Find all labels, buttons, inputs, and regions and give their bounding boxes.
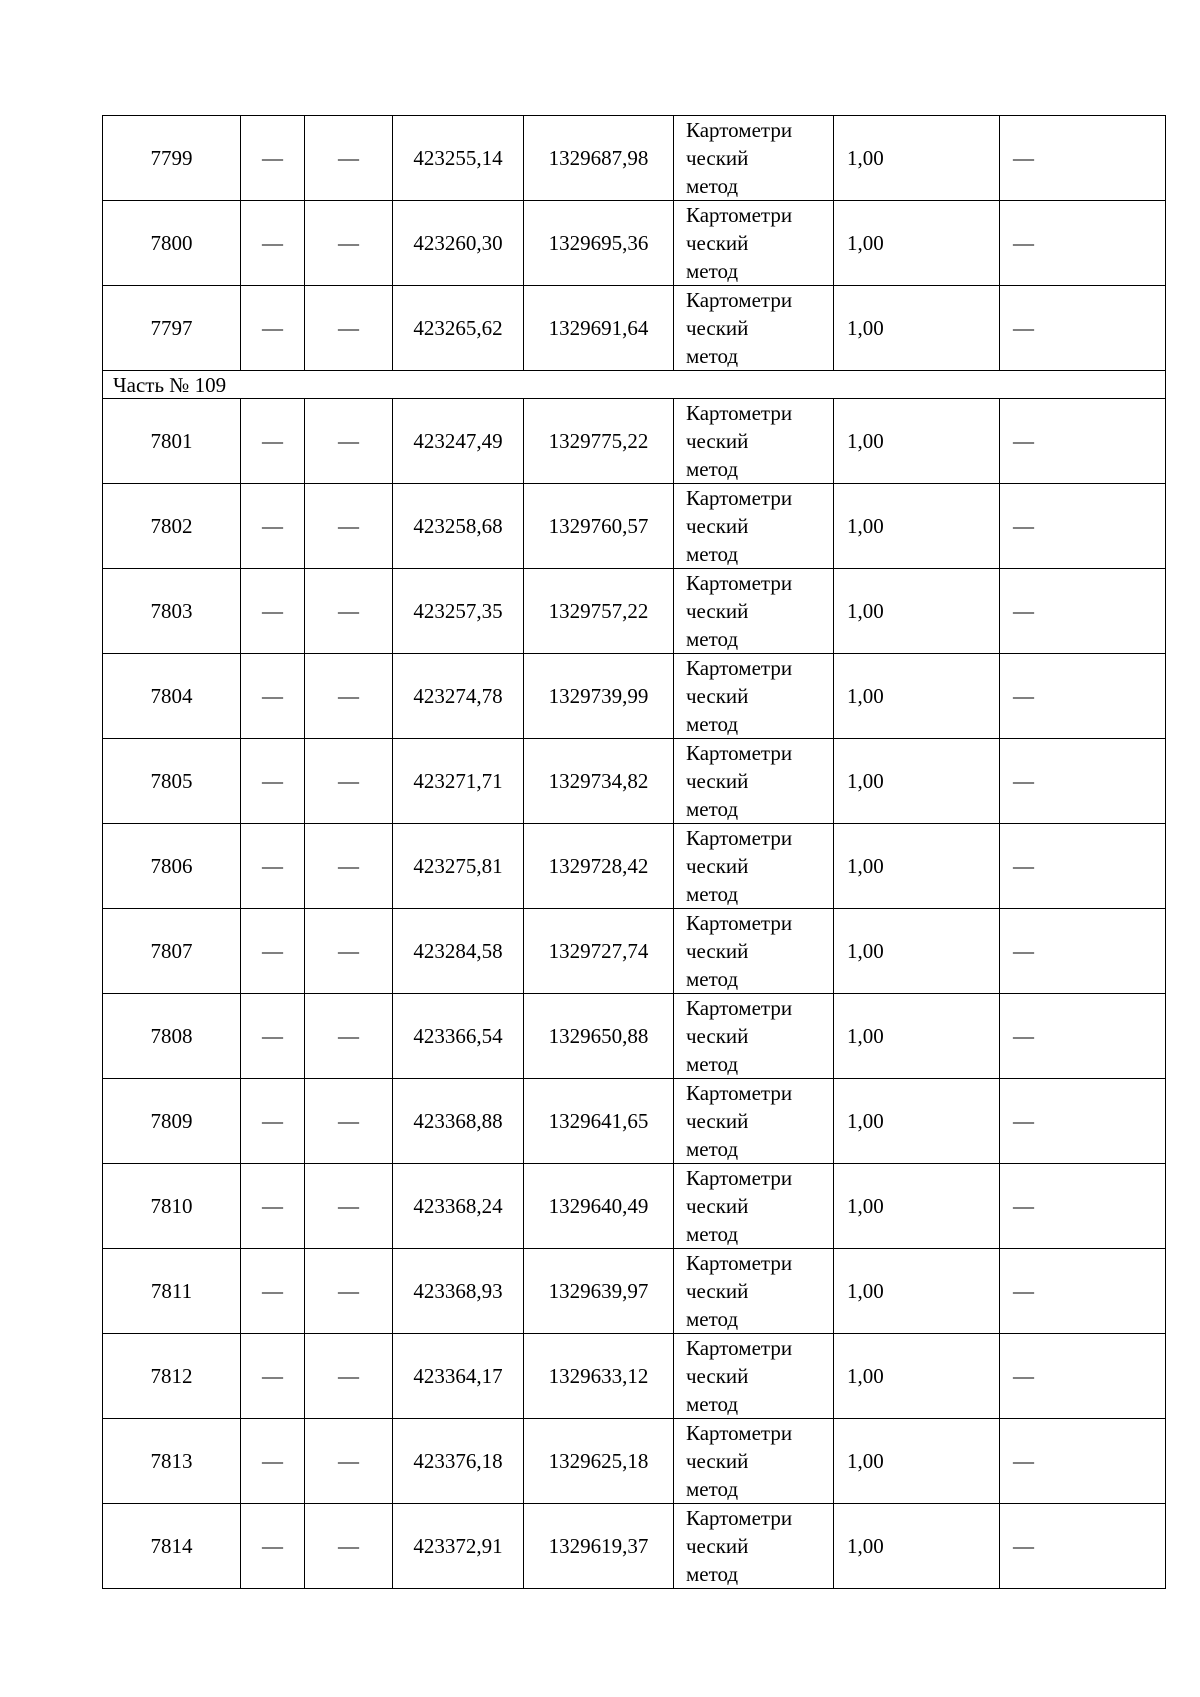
old-x-cell: — bbox=[241, 909, 305, 994]
section-label: Часть № 109 bbox=[103, 371, 1166, 399]
old-y-cell: — bbox=[305, 399, 393, 484]
description-cell: — bbox=[1000, 909, 1166, 994]
point-number-cell: 7812 bbox=[103, 1334, 241, 1419]
point-number-cell: 7804 bbox=[103, 654, 241, 739]
accuracy-cell: 1,00 bbox=[834, 1079, 1000, 1164]
new-y-cell: 1329734,82 bbox=[524, 739, 674, 824]
old-y-cell: — bbox=[305, 1249, 393, 1334]
table-row bbox=[103, 1419, 1166, 1504]
table-row bbox=[103, 1164, 1166, 1249]
accuracy-cell: 1,00 bbox=[834, 1504, 1000, 1589]
accuracy-cell: 1,00 bbox=[834, 654, 1000, 739]
description-cell: — bbox=[1000, 1504, 1166, 1589]
new-x-cell: 423372,91 bbox=[393, 1504, 524, 1589]
new-x-cell: 423368,93 bbox=[393, 1249, 524, 1334]
accuracy-cell: 1,00 bbox=[834, 1249, 1000, 1334]
old-x-cell: — bbox=[241, 1334, 305, 1419]
old-y-cell: — bbox=[305, 994, 393, 1079]
accuracy-cell: 1,00 bbox=[834, 399, 1000, 484]
method-cell: Картометри ческий метод bbox=[674, 994, 834, 1079]
description-cell: — bbox=[1000, 399, 1166, 484]
point-number-cell: 7802 bbox=[103, 484, 241, 569]
old-x-cell: — bbox=[241, 569, 305, 654]
old-x-cell: — bbox=[241, 201, 305, 286]
method-cell: Картометри ческий метод bbox=[674, 569, 834, 654]
old-x-cell: — bbox=[241, 484, 305, 569]
table-row bbox=[103, 1504, 1166, 1589]
new-y-cell: 1329775,22 bbox=[524, 399, 674, 484]
accuracy-cell: 1,00 bbox=[834, 1419, 1000, 1504]
description-cell: — bbox=[1000, 739, 1166, 824]
new-x-cell: 423275,81 bbox=[393, 824, 524, 909]
new-x-cell: 423368,88 bbox=[393, 1079, 524, 1164]
accuracy-cell: 1,00 bbox=[834, 569, 1000, 654]
method-cell: Картометри ческий метод bbox=[674, 1079, 834, 1164]
point-number-cell: 7811 bbox=[103, 1249, 241, 1334]
old-y-cell: — bbox=[305, 116, 393, 201]
old-x-cell: — bbox=[241, 1249, 305, 1334]
point-number-cell: 7807 bbox=[103, 909, 241, 994]
old-x-cell: — bbox=[241, 654, 305, 739]
old-x-cell: — bbox=[241, 116, 305, 201]
accuracy-cell: 1,00 bbox=[834, 824, 1000, 909]
point-number-cell: 7808 bbox=[103, 994, 241, 1079]
method-cell: Картометри ческий метод bbox=[674, 1504, 834, 1589]
description-cell: — bbox=[1000, 484, 1166, 569]
section-header-row bbox=[103, 371, 1166, 399]
method-cell: Картометри ческий метод bbox=[674, 484, 834, 569]
old-x-cell: — bbox=[241, 994, 305, 1079]
description-cell: — bbox=[1000, 1164, 1166, 1249]
new-x-cell: 423255,14 bbox=[393, 116, 524, 201]
new-y-cell: 1329757,22 bbox=[524, 569, 674, 654]
new-x-cell: 423274,78 bbox=[393, 654, 524, 739]
point-number-cell: 7805 bbox=[103, 739, 241, 824]
new-x-cell: 423284,58 bbox=[393, 909, 524, 994]
table-row bbox=[103, 994, 1166, 1079]
old-y-cell: — bbox=[305, 909, 393, 994]
accuracy-cell: 1,00 bbox=[834, 994, 1000, 1079]
old-y-cell: — bbox=[305, 569, 393, 654]
point-number-cell: 7797 bbox=[103, 286, 241, 371]
new-y-cell: 1329739,99 bbox=[524, 654, 674, 739]
accuracy-cell: 1,00 bbox=[834, 1164, 1000, 1249]
point-number-cell: 7801 bbox=[103, 399, 241, 484]
new-y-cell: 1329695,36 bbox=[524, 201, 674, 286]
point-number-cell: 7803 bbox=[103, 569, 241, 654]
method-cell: Картометри ческий метод bbox=[674, 286, 834, 371]
accuracy-cell: 1,00 bbox=[834, 116, 1000, 201]
accuracy-cell: 1,00 bbox=[834, 1334, 1000, 1419]
new-y-cell: 1329687,98 bbox=[524, 116, 674, 201]
point-number-cell: 7814 bbox=[103, 1504, 241, 1589]
table-row bbox=[103, 739, 1166, 824]
old-y-cell: — bbox=[305, 1079, 393, 1164]
method-cell: Картометри ческий метод bbox=[674, 399, 834, 484]
description-cell: — bbox=[1000, 994, 1166, 1079]
old-y-cell: — bbox=[305, 654, 393, 739]
new-y-cell: 1329650,88 bbox=[524, 994, 674, 1079]
method-cell: Картометри ческий метод bbox=[674, 909, 834, 994]
accuracy-cell: 1,00 bbox=[834, 286, 1000, 371]
accuracy-cell: 1,00 bbox=[834, 201, 1000, 286]
old-y-cell: — bbox=[305, 1504, 393, 1589]
new-y-cell: 1329641,65 bbox=[524, 1079, 674, 1164]
old-y-cell: — bbox=[305, 1334, 393, 1419]
new-x-cell: 423265,62 bbox=[393, 286, 524, 371]
old-y-cell: — bbox=[305, 201, 393, 286]
table-row bbox=[103, 286, 1166, 371]
description-cell: — bbox=[1000, 286, 1166, 371]
old-x-cell: — bbox=[241, 1419, 305, 1504]
method-cell: Картометри ческий метод bbox=[674, 1164, 834, 1249]
new-x-cell: 423368,24 bbox=[393, 1164, 524, 1249]
new-y-cell: 1329633,12 bbox=[524, 1334, 674, 1419]
method-cell: Картометри ческий метод bbox=[674, 824, 834, 909]
new-y-cell: 1329760,57 bbox=[524, 484, 674, 569]
description-cell: — bbox=[1000, 654, 1166, 739]
old-x-cell: — bbox=[241, 739, 305, 824]
point-number-cell: 7809 bbox=[103, 1079, 241, 1164]
old-y-cell: — bbox=[305, 739, 393, 824]
description-cell: — bbox=[1000, 1334, 1166, 1419]
table-row bbox=[103, 484, 1166, 569]
point-number-cell: 7800 bbox=[103, 201, 241, 286]
old-x-cell: — bbox=[241, 1164, 305, 1249]
new-y-cell: 1329625,18 bbox=[524, 1419, 674, 1504]
method-cell: Картометри ческий метод bbox=[674, 1249, 834, 1334]
old-x-cell: — bbox=[241, 1079, 305, 1164]
point-number-cell: 7806 bbox=[103, 824, 241, 909]
table-row bbox=[103, 569, 1166, 654]
new-y-cell: 1329691,64 bbox=[524, 286, 674, 371]
table-row bbox=[103, 201, 1166, 286]
method-cell: Картометри ческий метод bbox=[674, 116, 834, 201]
table-row bbox=[103, 399, 1166, 484]
description-cell: — bbox=[1000, 1419, 1166, 1504]
accuracy-cell: 1,00 bbox=[834, 909, 1000, 994]
method-cell: Картометри ческий метод bbox=[674, 654, 834, 739]
new-x-cell: 423258,68 bbox=[393, 484, 524, 569]
method-cell: Картометри ческий метод bbox=[674, 739, 834, 824]
old-y-cell: — bbox=[305, 1419, 393, 1504]
coordinates-table-body bbox=[103, 116, 1166, 1589]
old-x-cell: — bbox=[241, 1504, 305, 1589]
old-y-cell: — bbox=[305, 1164, 393, 1249]
table-row bbox=[103, 1334, 1166, 1419]
accuracy-cell: 1,00 bbox=[834, 739, 1000, 824]
table-row bbox=[103, 1079, 1166, 1164]
new-x-cell: 423366,54 bbox=[393, 994, 524, 1079]
table-row bbox=[103, 824, 1166, 909]
description-cell: — bbox=[1000, 569, 1166, 654]
point-number-cell: 7799 bbox=[103, 116, 241, 201]
table-row bbox=[103, 909, 1166, 994]
old-y-cell: — bbox=[305, 484, 393, 569]
description-cell: — bbox=[1000, 201, 1166, 286]
new-x-cell: 423247,49 bbox=[393, 399, 524, 484]
new-x-cell: 423364,17 bbox=[393, 1334, 524, 1419]
method-cell: Картометри ческий метод bbox=[674, 1334, 834, 1419]
description-cell: — bbox=[1000, 1249, 1166, 1334]
description-cell: — bbox=[1000, 116, 1166, 201]
description-cell: — bbox=[1000, 824, 1166, 909]
old-y-cell: — bbox=[305, 824, 393, 909]
coordinates-table bbox=[102, 115, 1166, 1589]
point-number-cell: 7813 bbox=[103, 1419, 241, 1504]
new-y-cell: 1329728,42 bbox=[524, 824, 674, 909]
new-x-cell: 423376,18 bbox=[393, 1419, 524, 1504]
new-y-cell: 1329727,74 bbox=[524, 909, 674, 994]
method-cell: Картометри ческий метод bbox=[674, 1419, 834, 1504]
point-number-cell: 7810 bbox=[103, 1164, 241, 1249]
table-row bbox=[103, 116, 1166, 201]
new-x-cell: 423271,71 bbox=[393, 739, 524, 824]
method-cell: Картометри ческий метод bbox=[674, 201, 834, 286]
old-x-cell: — bbox=[241, 824, 305, 909]
new-y-cell: 1329619,37 bbox=[524, 1504, 674, 1589]
new-x-cell: 423257,35 bbox=[393, 569, 524, 654]
accuracy-cell: 1,00 bbox=[834, 484, 1000, 569]
new-x-cell: 423260,30 bbox=[393, 201, 524, 286]
old-x-cell: — bbox=[241, 399, 305, 484]
table-row bbox=[103, 1249, 1166, 1334]
new-y-cell: 1329640,49 bbox=[524, 1164, 674, 1249]
table-row bbox=[103, 654, 1166, 739]
new-y-cell: 1329639,97 bbox=[524, 1249, 674, 1334]
old-x-cell: — bbox=[241, 286, 305, 371]
old-y-cell: — bbox=[305, 286, 393, 371]
description-cell: — bbox=[1000, 1079, 1166, 1164]
